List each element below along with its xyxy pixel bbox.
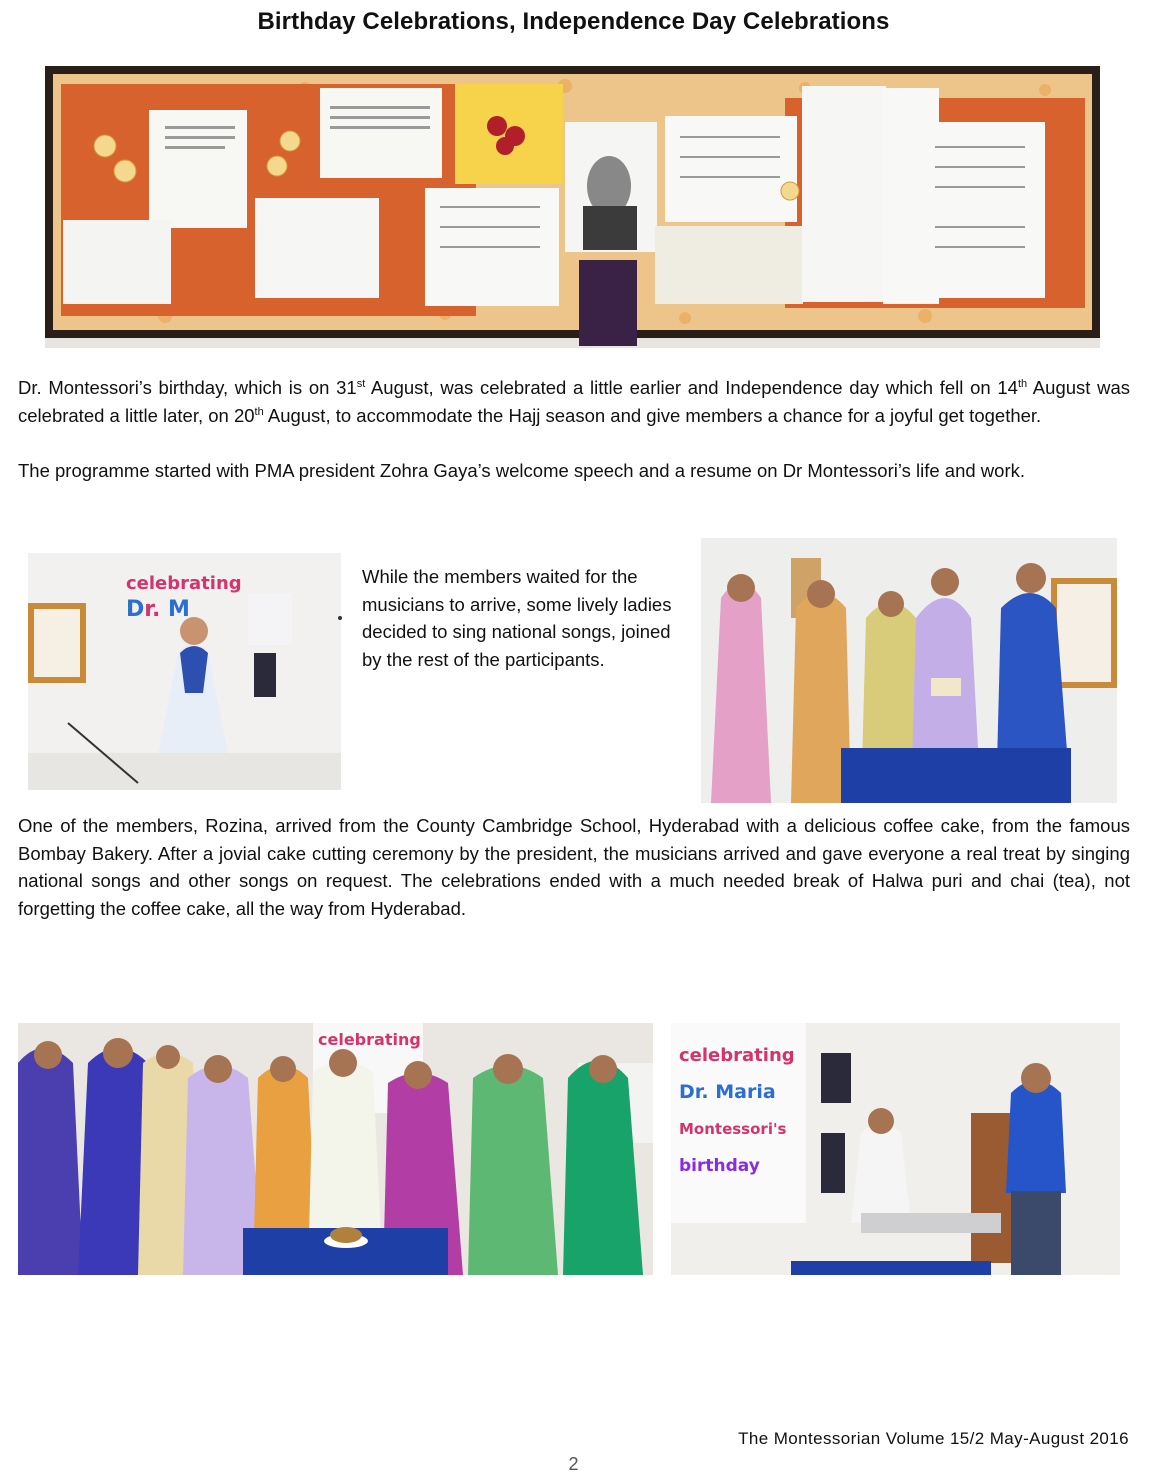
- intro-paragraph: [18, 374, 1130, 429]
- footer-issue: The Montessorian Volume 15/2 May-August 2016: [738, 1429, 1129, 1448]
- bullet-dot: [338, 616, 342, 620]
- musicians-photo: [671, 1023, 1120, 1275]
- cake-banner-sign: [318, 1029, 428, 1051]
- singing-paragraph: While the members waited for the musicians to arrive, some lively ladies decided to sing national songs, joined by the rest of the participants.: [362, 566, 672, 670]
- intro-sup-2: th: [1017, 378, 1028, 390]
- banner-line-1: celebrating: [126, 573, 242, 594]
- speaker-photo: [28, 553, 341, 790]
- intro-sup-1: st: [356, 378, 366, 390]
- banner-line-2: Dr. M: [126, 597, 190, 622]
- musician-banner-sign: [679, 1037, 809, 1185]
- intro-text-2: August, was celebrated a little earlier and Independence day which fell on 14: [365, 377, 1018, 398]
- page-number: 2: [568, 1454, 579, 1474]
- musician-banner-line-1: celebrating: [679, 1045, 795, 1066]
- page-title: Birthday Celebrations, Independence Day Celebrations: [257, 8, 890, 35]
- cake-group-photo: [18, 1023, 653, 1275]
- cake-banner-line-1: celebrating: [318, 1030, 421, 1049]
- musician-banner-line-3: Montessori's: [679, 1120, 787, 1138]
- intro-text-3: August was celebrated a little later, on 20: [18, 377, 1130, 426]
- intro-text-1: Dr. Montessori’s birthday, which is on 31: [18, 377, 357, 398]
- programme-paragraph: The programme started with PMA president Zohra Gaya’s welcome speech and a resume on Dr Montessori’s life and work.: [18, 460, 1025, 481]
- group-reading-photo: [701, 538, 1117, 803]
- musician-banner-line-4: birthday: [679, 1156, 760, 1176]
- intro-text-4: August, to accommodate the Hajj season and give members a chance for a joyful get together.: [263, 404, 1042, 426]
- banner-sign: [126, 571, 246, 623]
- intro-sup-3: th: [254, 405, 264, 418]
- cake-paragraph: One of the members, Rozina, arrived from the County Cambridge School, Hyderabad with a delicious coffee cake, from the famous Bombay Bakery. After a jovial cake cutting ceremony by the president, the musicians arrived and gave everyone a real treat by singing national songs and other songs on request. The celebrations ended with a much needed break of Halwa puri and chai (tea), not forgetting the coffee cake, all the way from Hyderabad.: [18, 815, 1130, 919]
- bulletin-board-photo: [45, 66, 1100, 348]
- musician-banner-line-2: Dr. Maria: [679, 1081, 776, 1103]
